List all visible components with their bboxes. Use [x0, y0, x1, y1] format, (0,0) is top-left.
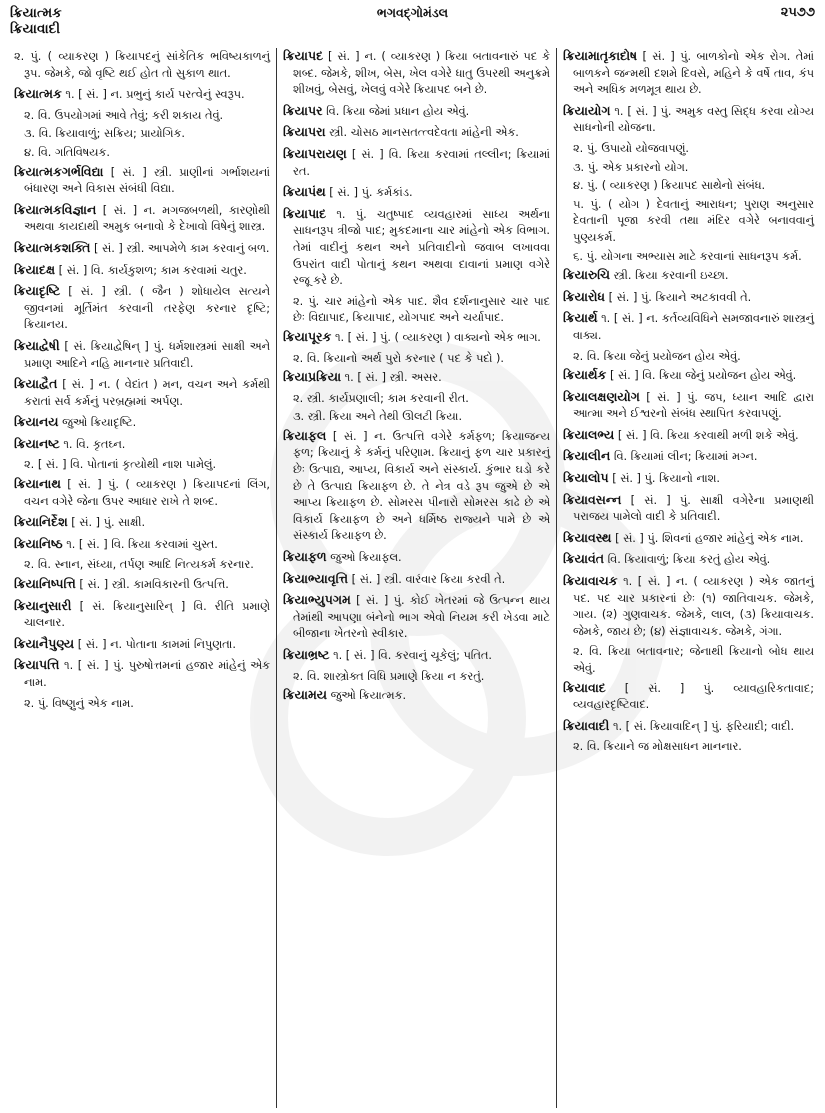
entry-definition: [ સં. ] પું. કોઈ ખેતરમાં જે ઉત્પન્ન થાય તેમાંથી આપણા બંનેનો ભાગ એવો નિયમ કરી ખેડવા માટે બીજાના ખેતરનો સ્વીકાર.	[293, 594, 550, 641]
entry-definition: [ સં. ] પું. શિવનાં હજાર માંહેનું એક નામ.	[611, 531, 804, 545]
entry-sense: ૨. [ સં. ] વિ. પોતાનાં કૃત્યોથી નાશ પામેલું.	[24, 458, 217, 472]
entry-sense: ૬. પું. યોગના અભ્યાસ માટે કરવાનાં સાધનરૂપ કર્મ.	[573, 249, 802, 263]
dictionary-entry	[14, 283, 270, 334]
entry-headword: ક્રિયાવસન્ન	[563, 491, 622, 507]
entry-headword: ક્રિયાનૈપુણ્ય	[14, 635, 75, 651]
entry-definition: ૧. [ સં. ] પું. પુરુષોત્તમનાં હજાર માંહેનું એક નામ.	[24, 659, 270, 689]
entry-definition: [ સં. ] પું. બાળકોનો એક રોગ. તેમાં બાળકને જન્મથી દશમે દિવસે, મહિને કે વર્ષે તાવ, કંપ અને અધિક મળમૂત્ર થાય છે.	[573, 50, 814, 97]
dictionary-entry	[563, 310, 814, 344]
entry-definition: ૧. [ સં. ] ન. કર્તવ્યવિધિને સમજાવનારું શાસ્ત્રનું વાક્ય.	[573, 312, 814, 342]
dictionary-entry	[283, 571, 550, 589]
entry-definition: [ સં. ] સ્ત્રી. વારંવાર ક્રિયા કરવી તે.	[348, 572, 506, 586]
dictionary-entry	[563, 718, 814, 736]
entry-headword: ક્રિયાલક્ષણયોગ	[563, 388, 640, 404]
entry-definition: ૧. [ સં. ક્રિયાવાદિન્ ] પું. ફરિયાદી; વાદી.	[609, 719, 795, 733]
entry-sense: ૩. સ્ત્રી. ક્રિયા અને તેથી ઊલટી ક્રિયા.	[293, 410, 463, 424]
column-right	[556, 48, 820, 1108]
dictionary-entry	[563, 367, 814, 385]
dictionary-entry	[14, 86, 270, 104]
entry-headword: ક્રિયાભ્રષ્ટ	[283, 647, 330, 662]
dictionary-entry	[563, 289, 814, 307]
entry-headword: ક્રિયાપ્રક્રિયા	[283, 369, 342, 385]
entry-headword: ક્રિયાનષ્ટ	[14, 435, 60, 451]
dictionary-entry	[563, 427, 814, 445]
entry-sense: ૨. વિ. ક્રિયા જેનું પ્રયોજન હોય એવું.	[573, 349, 741, 363]
entry-headword: ક્રિયાયોગ	[563, 102, 611, 118]
entry-definition: ૧. પું. ચતુષ્પાદ વ્યવહારમાં સાધ્ય અર્થના સાધનરૂપ ત્રીજો પાદ; મુકદમાના ચાર માંહેનો એક વિભાગ. તેમાં વાદીનું કથન અને પ્રતિવાદીનો જવાબ લખાવવા ઉપરાંત વાદી પોતાનું કથન અથવા દાવાનાં પ્રમાણ વગેરે રજૂ કરે છે.	[293, 207, 550, 288]
entry-definition: [ સં. ] સ્ત્રી. પ્રાણીનાં ગર્ભાશયનાં બંધારણ અને વિકાસ સંબંધી વિદ્યા.	[24, 165, 270, 196]
dictionary-entry	[14, 262, 270, 280]
entry-headword: ક્રિયાત્મક	[14, 86, 62, 102]
entry-definition: [ સં. ] ન. મગજબળથી, કારણોથી અથવા કાયદાથી અમુક બનાવો કે દેખાવો વિષેનું શાસ્ત્ર.	[24, 203, 270, 234]
dictionary-entry	[14, 414, 270, 432]
entry-headword: ક્રિયાવંત	[563, 551, 605, 567]
book-title: ભગવદ્ગોમંડલ	[376, 5, 449, 20]
dictionary-entry	[563, 448, 814, 466]
dictionary-entry	[283, 124, 550, 142]
dictionary-entry	[563, 48, 814, 99]
dictionary-entry	[14, 514, 270, 532]
dictionary-entry	[283, 549, 550, 567]
entry-headword: ક્રિયાનાથ	[14, 476, 61, 492]
dictionary-entry	[283, 647, 550, 665]
entry-headword: ક્રિયાવાચક	[563, 573, 618, 589]
entry-headword: ક્રિયાપત્તિ	[14, 657, 60, 673]
entry-definition: [ સં. ] પું. સાક્ષી વગેરેના પ્રમાણથી પરાજય પામેલો વાદી કે પ્રતિવાદી.	[573, 493, 814, 524]
entry-definition: ૧. [ સં. ] ન. ( વ્યાકરણ ) એક જાતનું પદ. પદ ચાર પ્રકારનાં છેઃ (૧) જાતિવાચક. જેમકે, ગાય. (૨) ગુણવાચક. જેમકે, લાલ, (૩) ક્રિયાવાચક. જેમકે, જાય છે; (૪) સંજ્ઞાવાચક. જેમકે, ગંગા.	[573, 575, 814, 638]
entry-sense: ૨. વિ. શાસ્ત્રોક્ત વિધિ પ્રમાણે ક્રિયા ન કરતું.	[293, 669, 485, 683]
entry-definition: [ સં. ] પું. જપ, ધ્યાન આદિ દ્વારા આત્મા અને ઈશ્વરનો સંબંધ સ્થાપિત કરવાપણું.	[573, 390, 814, 421]
dictionary-entry	[14, 598, 270, 632]
entry-headword: ક્રિયાદ્વેષી	[14, 337, 60, 353]
entry-headword: ક્રિયામાતૃકાદોષ	[563, 48, 638, 63]
entry-sense: ૨. સ્ત્રી. કાર્યપ્રણાલી; કામ કરવાની રીત.	[293, 391, 469, 405]
entry-sense: ૨. પું. ચાર માંહેનો એક પાદ. શૈવ દર્શનાનુસાર ચાર પાદ છેઃ વિદ્યાપાદ, ક્રિયાપાદ, યોગપાદ અને ચર્યાપાદ.	[293, 294, 550, 325]
dictionary-entry	[14, 657, 270, 691]
entry-sense: ૫. પું. ( યોગ ) દેવતાનું આરાધન; પુરાણ અનુસાર દેવતાની પૂજા કરવી તથા મંદિર વગેરે બનાવવાનું પુણ્યકર્મ.	[573, 197, 814, 244]
entry-definition: [ સં. ] પું. ( વ્યાકરણ ) ક્રિયાપદનાં લિંગ, વચન વગેરે જેના ઉપર આધાર રાખે તે શબ્દ.	[24, 478, 270, 508]
entry-sense: ૪. પું. ( વ્યાકરણ ) ક્રિયાપદ સાથેનો સંબંધ.	[573, 179, 766, 193]
dictionary-entry	[563, 680, 814, 714]
dictionary-entry	[14, 436, 270, 454]
entry-definition: ૧. [ સં. ] પું. ( વ્યાકરણ ) વાક્યનો એક ભાગ.	[331, 330, 541, 344]
entry-headword: ક્રિયાદ્વૈત	[14, 376, 58, 392]
column-left	[8, 48, 276, 1108]
dictionary-entry	[14, 240, 270, 258]
entry-definition: ૧. [ સં. ] ન. પ્રભુનું કાર્ય પરત્વેનું સ્વરૂપ.	[61, 88, 245, 102]
entry-headword: ક્રિયાર્થક	[563, 367, 607, 383]
entry-definition: [ સં. ] વિ. ક્રિયા કરવામાં તલ્લીન; ક્રિયામાં રત.	[293, 147, 550, 178]
dictionary-entry	[14, 536, 270, 554]
entry-sense: ૩. વિ. ક્રિયાવાળું; સક્રિય; પ્રાયોગિક.	[24, 127, 185, 141]
entry-headword: ક્રિયાપાદ	[283, 205, 327, 221]
guide-word-first: ક્રિયાત્મક	[10, 5, 62, 21]
entry-definition: [ સં. ] વિ. કાર્યકુશળ; કામ કરવામાં ચતુર.	[55, 263, 247, 277]
entry-definition: [ સં. ] વિ. ક્રિયા જેનું પ્રયોજન હોય એવું.	[606, 369, 797, 383]
dictionary-entry	[283, 48, 550, 99]
dictionary-entry	[283, 146, 550, 180]
entry-headword: ક્રિયાનિર્દેશ	[14, 514, 68, 530]
dictionary-entry	[563, 389, 814, 423]
entry-definition: વિ. ક્રિયામાં લીન; ક્રિયામાં મગ્ન.	[610, 450, 758, 464]
entry-headword: ક્રિયાવાદ	[563, 679, 606, 695]
entry-sense: ૨. પું. વિષ્ણુનું એક નામ.	[24, 696, 134, 710]
dictionary-entry	[283, 687, 550, 705]
dictionary-entry	[283, 369, 550, 387]
entry-definition: વિ. ક્રિયાવાળું; ક્રિયા કરતું હોય એવું.	[604, 553, 771, 567]
dictionary-entry	[283, 184, 550, 202]
entry-sense: ૨. પું. ઉપાયો યોજવાપણું.	[573, 141, 689, 155]
entry-definition: સ્ત્રી. ચોસઠ માનસતત્ત્વદેવતા માંહેની એક.	[325, 126, 519, 140]
dictionary-entry	[563, 573, 814, 640]
dictionary-entry	[14, 376, 270, 410]
dictionary-entry	[14, 338, 270, 372]
entry-headword: ક્રિયાલીન	[563, 448, 611, 464]
dictionary-entry	[14, 476, 270, 510]
dictionary-entry	[283, 103, 550, 121]
entry-definition: ૧. [ સં. ] સ્ત્રી. અસર.	[341, 371, 442, 385]
entry-definition: સ્ત્રી. ક્રિયા કરવાની ઇચ્છા.	[609, 269, 729, 283]
entry-definition: [ સં. ] સ્ત્રી. આપમેળે કામ કરવાનું બળ.	[90, 241, 270, 255]
entry-definition: [ સં. ક્રિયાદ્વેષિન્ ] પું. ધર્મશાસ્ત્રમાં સાક્ષી અને પ્રમાણ આદિને નહિ માનનાર પ્રતિવાદી.	[24, 339, 270, 370]
dictionary-entry	[283, 428, 550, 545]
entry-definition: [ સં. ] ન. ( વેદાંત ) મન, વચન અને કર્મથી કરાતાં સર્વ કર્મનું પરબ્રહ્મમાં અર્પણ.	[24, 378, 270, 408]
dictionary-entry	[563, 267, 814, 285]
entry-definition: [ સં. ] પું. ક્રિયાનો નાશ.	[608, 472, 720, 486]
entry-definition: જુઓ ક્રિયાદૃષ્ટિ.	[58, 416, 137, 430]
entry-definition: [ સં. ] સ્ત્રી. કામવિકારની ઉત્પત્તિ.	[75, 578, 229, 592]
entry-headword: ક્રિયાફળ	[283, 549, 327, 565]
entry-headword: ક્રિયાવસ્થ	[563, 529, 612, 545]
entry-headword: ક્રિયાનય	[14, 414, 59, 430]
dictionary-columns	[8, 48, 820, 1108]
dictionary-entry	[14, 48, 270, 82]
dictionary-entry	[283, 329, 550, 347]
entry-headword: ક્રિયાલોપ	[563, 470, 609, 486]
entry-definition: [ સં. ] ન. ઉત્પત્તિ વગેરે કર્મફળ; ક્રિયાજન્ય ફળ; ક્રિયાનું કે કર્મનું પરિણામ. ક્રિયાનું ફળ ચાર પ્રકારનું છેઃ ઉત્પાદ્ય, આપ્ય, વિકાર્ય અને સંસ્કાર્ય. કુંભાર ઘડો કરે છે તે ઉત્પાદ્ય ક્રિયાફળ છે. તે નેત્ર વડે રૂપ જુએ છે એ આપ્ય ક્રિયાફળ છે. સોમરસ પીનારો સોમરસ કાઢે છે એ વિકાર્ય ક્રિયાફળ છે અને ધર્મિષ્ઠ રાજ્યને પામે છે એ સંસ્કાર્ય ક્રિયાફળ છે.	[293, 429, 550, 543]
entry-definition: ૨. પું. ( વ્યાકરણ ) ક્રિયાપદનું સાંકેતિક ભવિષ્યકાળનું રૂપ. જેમકે, જો વૃષ્ટિ થઈ હોત તો સુકાળ થાત.	[14, 50, 270, 80]
entry-headword: ક્રિયાદક્ષ	[14, 261, 56, 277]
entry-headword: ક્રિયાપૂરક	[283, 328, 332, 344]
entry-definition: ૧. [ સં. ] પું. અમુક વસ્તુ સિદ્ધ કરવા યોગ્ય સાધનોની યોજના.	[573, 104, 814, 135]
entry-definition: [ સં. ] ન. ( વ્યાકરણ ) ક્રિયા બતાવનારું પદ કે શબ્દ. જેમકે, શીખ, બેસ, ખેલ વગેરે ધાતુ ઉપરથી અનુક્રમે શીખવું, બેસવું, ખેલવું વગેરે ક્રિયાપદ બને છે.	[293, 50, 550, 97]
entry-headword: ક્રિયાનિષ્ઠ	[14, 535, 63, 551]
entry-sense: ૩. પું. એક પ્રકારનો યોગ.	[573, 160, 689, 174]
dictionary-entry	[14, 636, 270, 654]
entry-headword: ક્રિયાદૃષ્ટિ	[14, 283, 61, 299]
entry-headword: ક્રિયાપંથ	[283, 184, 326, 200]
entry-sense: ૨. વિ. ક્રિયા બતાવનાર; જેનાથી ક્રિયાનો બોધ થાય એવું.	[573, 645, 814, 675]
entry-definition: [ સં. ] સ્ત્રી. ( જૈન ) શોધાયેલ સત્યને જીવનમાં મૂર્તિમંત કરવાની તરફેણ કરનાર દૃષ્ટિ; ક્રિયાનય.	[24, 285, 270, 332]
dictionary-entry	[563, 551, 814, 569]
guide-word-last: ક્રિયાવાદી	[10, 21, 61, 37]
entry-definition: [ સં. ક્રિયાનુસારિન્ ] વિ. રીતિ પ્રમાણે ચાલનાર.	[24, 599, 270, 630]
entry-definition: જુઓ ક્રિયાફલ.	[326, 551, 402, 565]
entry-headword: ક્રિયાપરા	[283, 124, 326, 140]
page-header	[0, 0, 825, 46]
entry-definition: ૧. [ સં. ] વિ. ક્રિયા કરવામાં ચુસ્ત.	[62, 537, 218, 551]
entry-definition: વિ. ક્રિયા જેમાં પ્રધાન હોય એવું.	[322, 104, 470, 118]
page-number: ૨૫૭૭	[780, 5, 815, 20]
entry-sense: ૨. વિ. ઉપયોગમાં આવે તેવું; કરી શકાય તેવું.	[24, 108, 224, 122]
entry-headword: ક્રિયાભ્યુપગમ	[283, 592, 351, 608]
entry-headword: ક્રિયાપદ	[283, 48, 324, 63]
entry-headword: ક્રિયાપર	[283, 102, 323, 118]
entry-headword: ક્રિયાત્મકગર્ભવિદ્યા	[14, 163, 104, 179]
dictionary-entry	[563, 103, 814, 137]
entry-headword: ક્રિયામય	[283, 687, 328, 703]
entry-headword: ક્રિયારોધ	[563, 288, 606, 304]
dictionary-entry	[14, 576, 270, 594]
entry-sense: ૨. વિ. ક્રિયાનો અર્થ પુરો કરનાર ( પદ કે પદો ).	[293, 351, 505, 365]
entry-definition: ૧. વિ. કૃતઘ્ન.	[59, 437, 126, 451]
column-middle	[276, 48, 556, 1108]
entry-sense: ૨. વિ. ક્રિયાને જ મોક્ષસાધન માનનાર.	[573, 740, 742, 754]
entry-definition: [ સં. ] ન. પોતાના કામમાં નિપુણતા.	[74, 637, 236, 651]
entry-headword: ક્રિયારુચિ	[563, 267, 610, 283]
entry-headword: ક્રિયાફલ	[283, 427, 327, 443]
entry-headword: ક્રિયાનિષ્પત્તિ	[14, 576, 76, 592]
entry-definition: ૧. [ સં. ] વિ. કરવાનું ચૂકેલું; પતિત.	[329, 649, 492, 662]
entry-headword: ક્રિયાભ્યાવૃત્તિ	[283, 570, 349, 586]
dictionary-entry	[283, 592, 550, 643]
entry-definition: [ સં. ] પું. વ્યાવહારિકતાવાદ; વ્યવહારદૃષ્ટિવાદ.	[573, 681, 814, 712]
entry-headword: ક્રિયાત્મકવિજ્ઞાન	[14, 201, 97, 217]
entry-sense: ૨. વિ. સ્નાન, સંધ્યા, તર્પણ આદિ નિત્યકર્મ કરનાર.	[24, 558, 254, 572]
entry-headword: ક્રિયાત્મકશક્તિ	[14, 239, 91, 255]
entry-headword: ક્રિયાલભ્ય	[563, 426, 615, 442]
dictionary-entry	[563, 470, 814, 488]
entry-headword: ક્રિયાપરાયણ	[283, 145, 347, 161]
dictionary-entry	[14, 202, 270, 236]
entry-headword: ક્રિયાર્થ	[563, 310, 598, 326]
entry-definition: [ સં. ] પું. સાક્ષી.	[67, 516, 146, 530]
entry-definition: [ સં. ] વિ. ક્રિયા કરવાથી મળી શકે એવું.	[614, 428, 799, 442]
entry-headword: ક્રિયાવાદી	[563, 717, 610, 733]
entry-sense: ૪. વિ. ગતિવિષયક.	[24, 145, 110, 159]
dictionary-entry	[563, 530, 814, 548]
dictionary-entry	[563, 492, 814, 526]
entry-definition: [ સં. ] પું. કર્મકાંડ.	[325, 186, 413, 200]
entry-definition: [ સં. ] પું. ક્રિયાને અટકાવવી તે.	[605, 290, 752, 304]
dictionary-entry	[283, 206, 550, 290]
entry-headword: ક્રિયાનુસારી	[14, 597, 72, 613]
entry-definition: જુઓ ક્રિયાત્મક.	[327, 689, 407, 703]
dictionary-entry	[14, 164, 270, 198]
